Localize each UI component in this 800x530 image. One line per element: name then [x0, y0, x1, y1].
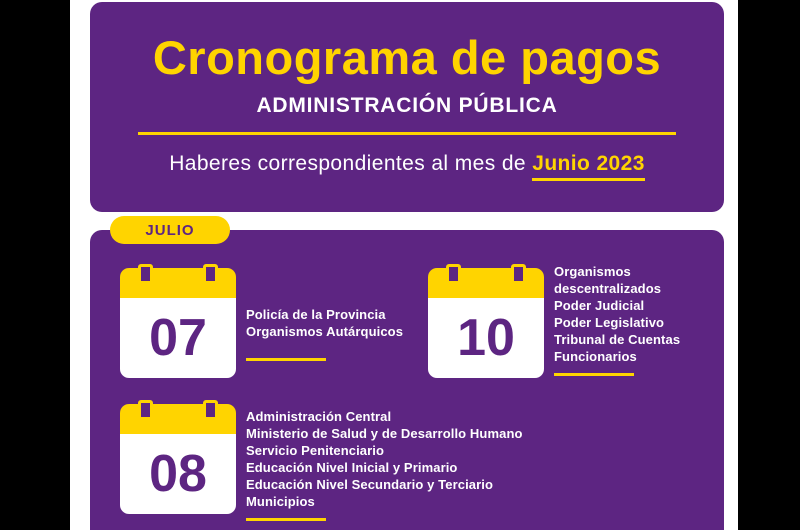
calendar-day-number: 08 [120, 434, 236, 514]
page-subtitle: ADMINISTRACIÓN PÚBLICA [256, 94, 558, 117]
entity-underline [554, 373, 634, 376]
calendar-icon-day-08 [120, 400, 236, 514]
entity-underline [246, 518, 326, 521]
entity-item: Tribunal de Cuentas [554, 332, 681, 347]
schedule-panel [90, 230, 724, 530]
entity-item: Policía de la Provincia [246, 307, 386, 322]
entity-item: Ministerio de Salud y de Desarrollo Humano [246, 426, 523, 441]
entity-item: Municipios [246, 494, 315, 509]
entity-list-day-08 [246, 408, 523, 510]
entity-item: Poder Judicial [554, 298, 645, 313]
entity-item: Servicio Penitenciario [246, 443, 385, 458]
calendar-day-number: 07 [120, 298, 236, 378]
month-tag: JULIO [110, 216, 230, 244]
calendar-icon-day-10 [428, 264, 544, 378]
period-text [90, 152, 724, 181]
entity-list-day-07 [246, 306, 403, 340]
header-panel [90, 2, 724, 212]
calendar-day-number: 10 [428, 298, 544, 378]
entity-item: Administración Central [246, 409, 392, 424]
entity-item: Organismos [554, 264, 631, 279]
entity-list-day-10 [554, 263, 680, 365]
entity-item: Funcionarios [554, 349, 637, 364]
infographic-page [70, 0, 738, 530]
calendar-icon-day-07 [120, 264, 236, 378]
header-divider [138, 132, 676, 135]
entity-item: Poder Legislativo [554, 315, 665, 330]
entity-item: Organismos Autárquicos [246, 324, 404, 339]
entity-item: Educación Nivel Secundario y Terciario [246, 477, 494, 492]
period-highlight: Junio 2023 [532, 152, 645, 181]
page-title: Cronograma de pagos [152, 31, 662, 84]
entity-underline [246, 358, 326, 361]
entity-item: descentralizados [554, 281, 662, 296]
period-prefix: Haberes correspondientes al mes de [169, 152, 533, 175]
entity-item: Educación Nivel Inicial y Primario [246, 460, 458, 475]
